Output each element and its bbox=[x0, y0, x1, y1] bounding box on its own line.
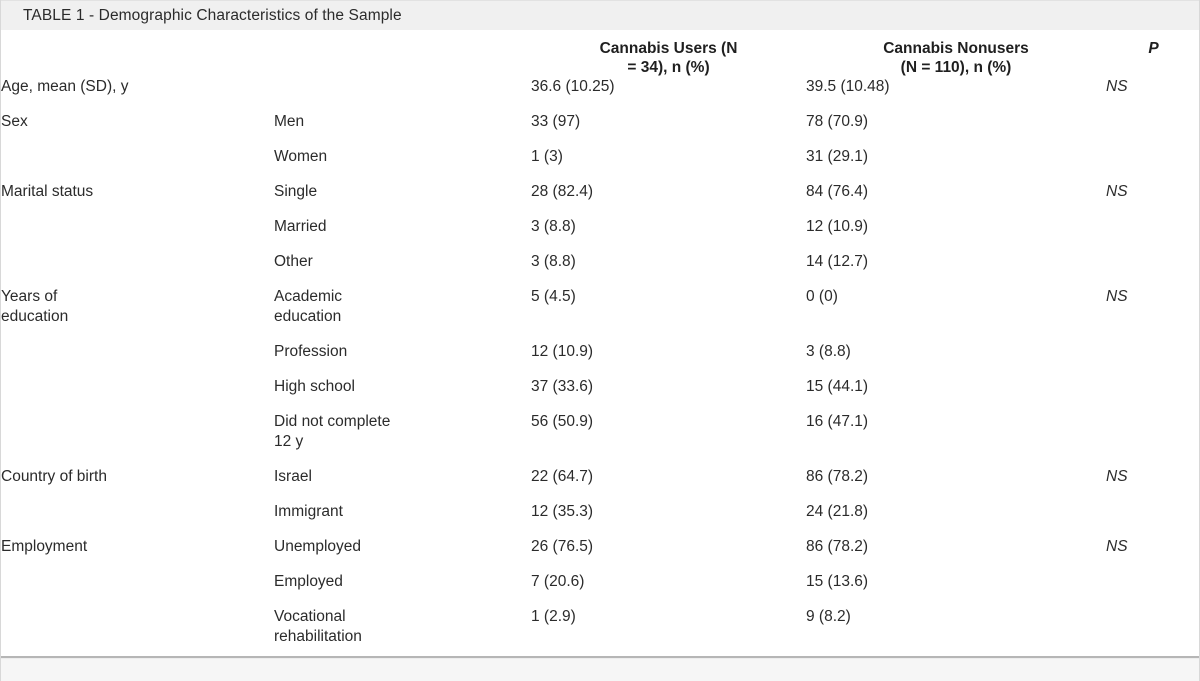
row-cannabis-users-value: 12 (35.3) bbox=[531, 503, 594, 520]
row-label bbox=[1, 287, 274, 342]
table-row bbox=[1, 112, 1200, 147]
row-sublabel-line2: education bbox=[274, 308, 342, 325]
row-cannabis-nonusers-value: 84 (76.4) bbox=[806, 183, 869, 200]
row-cannabis-nonusers-value: 12 (10.9) bbox=[806, 218, 869, 235]
row-p-value: NS bbox=[1106, 288, 1128, 305]
table-row bbox=[1, 412, 1200, 467]
row-label bbox=[1, 252, 274, 287]
table-row bbox=[1, 607, 1200, 662]
row-cannabis-users-value: 3 (8.8) bbox=[531, 253, 576, 270]
row-p-value bbox=[1106, 342, 1200, 377]
table-row bbox=[1, 537, 1200, 572]
row-cannabis-nonusers-value: 86 (78.2) bbox=[806, 468, 869, 485]
row-p-value: NS bbox=[1106, 183, 1128, 200]
table-scroll-area[interactable] bbox=[1, 39, 1199, 666]
row-label bbox=[1, 502, 274, 537]
row-sublabel-line2: rehabilitation bbox=[274, 628, 362, 645]
row-sublabel: Women bbox=[274, 148, 328, 165]
row-cannabis-users-value: 12 (10.9) bbox=[531, 343, 594, 360]
row-cannabis-users-value: 7 (20.6) bbox=[531, 573, 585, 590]
row-cannabis-users-value: 56 (50.9) bbox=[531, 413, 594, 430]
row-sublabel: Profession bbox=[274, 343, 348, 360]
table-header bbox=[1, 39, 1200, 77]
row-p-value bbox=[1106, 147, 1200, 182]
row-sublabel-line2: 12 y bbox=[274, 433, 304, 450]
table-row bbox=[1, 502, 1200, 537]
row-sublabel: Israel bbox=[274, 468, 312, 485]
table-row bbox=[1, 77, 1200, 112]
row-sublabel-line1: Academic bbox=[274, 288, 343, 305]
table-footer-band bbox=[1, 658, 1199, 681]
column-header-cannabis-users-line2: = 34), n (%) bbox=[627, 59, 710, 76]
row-sublabel-line1: Vocational bbox=[274, 608, 346, 625]
row-p-value bbox=[1106, 572, 1200, 607]
table-row bbox=[1, 252, 1200, 287]
row-sublabel: Men bbox=[274, 113, 305, 130]
row-cannabis-nonusers-value: 15 (13.6) bbox=[806, 573, 869, 590]
row-cannabis-nonusers-value: 86 (78.2) bbox=[806, 538, 869, 555]
row-cannabis-users-value: 22 (64.7) bbox=[531, 468, 594, 485]
column-header-p-value: P bbox=[1148, 40, 1159, 57]
row-cannabis-users-value: 1 (3) bbox=[531, 148, 563, 165]
row-cannabis-nonusers-value: 31 (29.1) bbox=[806, 148, 869, 165]
row-cannabis-users-value: 28 (82.4) bbox=[531, 183, 594, 200]
row-label: Employment bbox=[1, 538, 88, 555]
row-label bbox=[1, 217, 274, 252]
column-header-cannabis-nonusers-line2: (N = 110), n (%) bbox=[900, 59, 1012, 76]
row-cannabis-nonusers-value: 0 (0) bbox=[806, 288, 838, 305]
row-sublabel bbox=[274, 287, 531, 342]
table-body bbox=[1, 77, 1200, 662]
table-header-row bbox=[1, 39, 1200, 77]
row-cannabis-nonusers-value: 16 (47.1) bbox=[806, 413, 869, 430]
row-label bbox=[1, 607, 274, 662]
column-header-cannabis-nonusers bbox=[806, 39, 1106, 77]
table-row bbox=[1, 572, 1200, 607]
row-p-value bbox=[1106, 112, 1200, 147]
table-row bbox=[1, 377, 1200, 412]
row-cannabis-users-value: 37 (33.6) bbox=[531, 378, 594, 395]
table-row bbox=[1, 147, 1200, 182]
row-cannabis-users-value: 1 (2.9) bbox=[531, 608, 576, 625]
row-sublabel: Married bbox=[274, 218, 327, 235]
row-label bbox=[1, 147, 274, 182]
row-label-line2: education bbox=[1, 308, 69, 325]
row-label: Age, mean (SD), y bbox=[1, 78, 129, 95]
row-cannabis-users-value: 3 (8.8) bbox=[531, 218, 576, 235]
row-label-line1: Years of bbox=[1, 288, 58, 305]
row-cannabis-nonusers-value: 39.5 (10.48) bbox=[806, 78, 890, 95]
row-sublabel: Employed bbox=[274, 573, 343, 590]
row-cannabis-nonusers-value: 9 (8.2) bbox=[806, 608, 851, 625]
row-p-value: NS bbox=[1106, 538, 1128, 555]
row-sublabel bbox=[274, 607, 531, 662]
row-cannabis-nonusers-value: 24 (21.8) bbox=[806, 503, 869, 520]
row-sublabel: Other bbox=[274, 253, 313, 270]
column-header-cannabis-users-line1: Cannabis Users (N bbox=[599, 40, 738, 57]
row-p-value bbox=[1106, 412, 1200, 467]
row-cannabis-users-value: 36.6 (10.25) bbox=[531, 78, 615, 95]
table-row bbox=[1, 182, 1200, 217]
page-title: TABLE 1 - Demographic Characteristics of the Sample bbox=[23, 6, 402, 24]
row-p-value: NS bbox=[1106, 78, 1128, 95]
column-header-cannabis-nonusers-line1: Cannabis Nonusers bbox=[883, 40, 1029, 57]
row-cannabis-nonusers-value: 14 (12.7) bbox=[806, 253, 869, 270]
row-p-value bbox=[1106, 607, 1200, 662]
table-title-band bbox=[1, 0, 1199, 31]
row-cannabis-nonusers-value: 15 (44.1) bbox=[806, 378, 869, 395]
row-cannabis-users-value: 33 (97) bbox=[531, 113, 581, 130]
row-sublabel: Single bbox=[274, 183, 318, 200]
table-row bbox=[1, 342, 1200, 377]
row-cannabis-users-value: 26 (76.5) bbox=[531, 538, 594, 555]
row-label: Sex bbox=[1, 113, 28, 130]
row-p-value bbox=[1106, 502, 1200, 537]
row-sublabel: High school bbox=[274, 378, 355, 395]
table-row bbox=[1, 217, 1200, 252]
column-header-cannabis-users bbox=[531, 39, 806, 77]
row-label bbox=[1, 572, 274, 607]
row-label: Country of birth bbox=[1, 468, 107, 485]
row-label bbox=[1, 342, 274, 377]
row-sublabel bbox=[274, 77, 531, 112]
row-cannabis-users-value: 5 (4.5) bbox=[531, 288, 576, 305]
row-sublabel: Immigrant bbox=[274, 503, 343, 520]
row-label bbox=[1, 412, 274, 467]
demographic-characteristics-table bbox=[1, 39, 1200, 662]
row-sublabel: Unemployed bbox=[274, 538, 362, 555]
row-cannabis-nonusers-value: 3 (8.8) bbox=[806, 343, 851, 360]
table-row bbox=[1, 287, 1200, 342]
row-sublabel bbox=[274, 412, 531, 467]
table-row bbox=[1, 467, 1200, 502]
row-p-value bbox=[1106, 217, 1200, 252]
row-label bbox=[1, 377, 274, 412]
row-p-value: NS bbox=[1106, 468, 1128, 485]
column-header-label bbox=[1, 39, 274, 77]
row-p-value bbox=[1106, 377, 1200, 412]
row-label: Marital status bbox=[1, 183, 94, 200]
row-sublabel-line1: Did not complete bbox=[274, 413, 391, 430]
row-p-value bbox=[1106, 252, 1200, 287]
column-header-sublabel bbox=[274, 39, 531, 77]
row-cannabis-nonusers-value: 78 (70.9) bbox=[806, 113, 869, 130]
